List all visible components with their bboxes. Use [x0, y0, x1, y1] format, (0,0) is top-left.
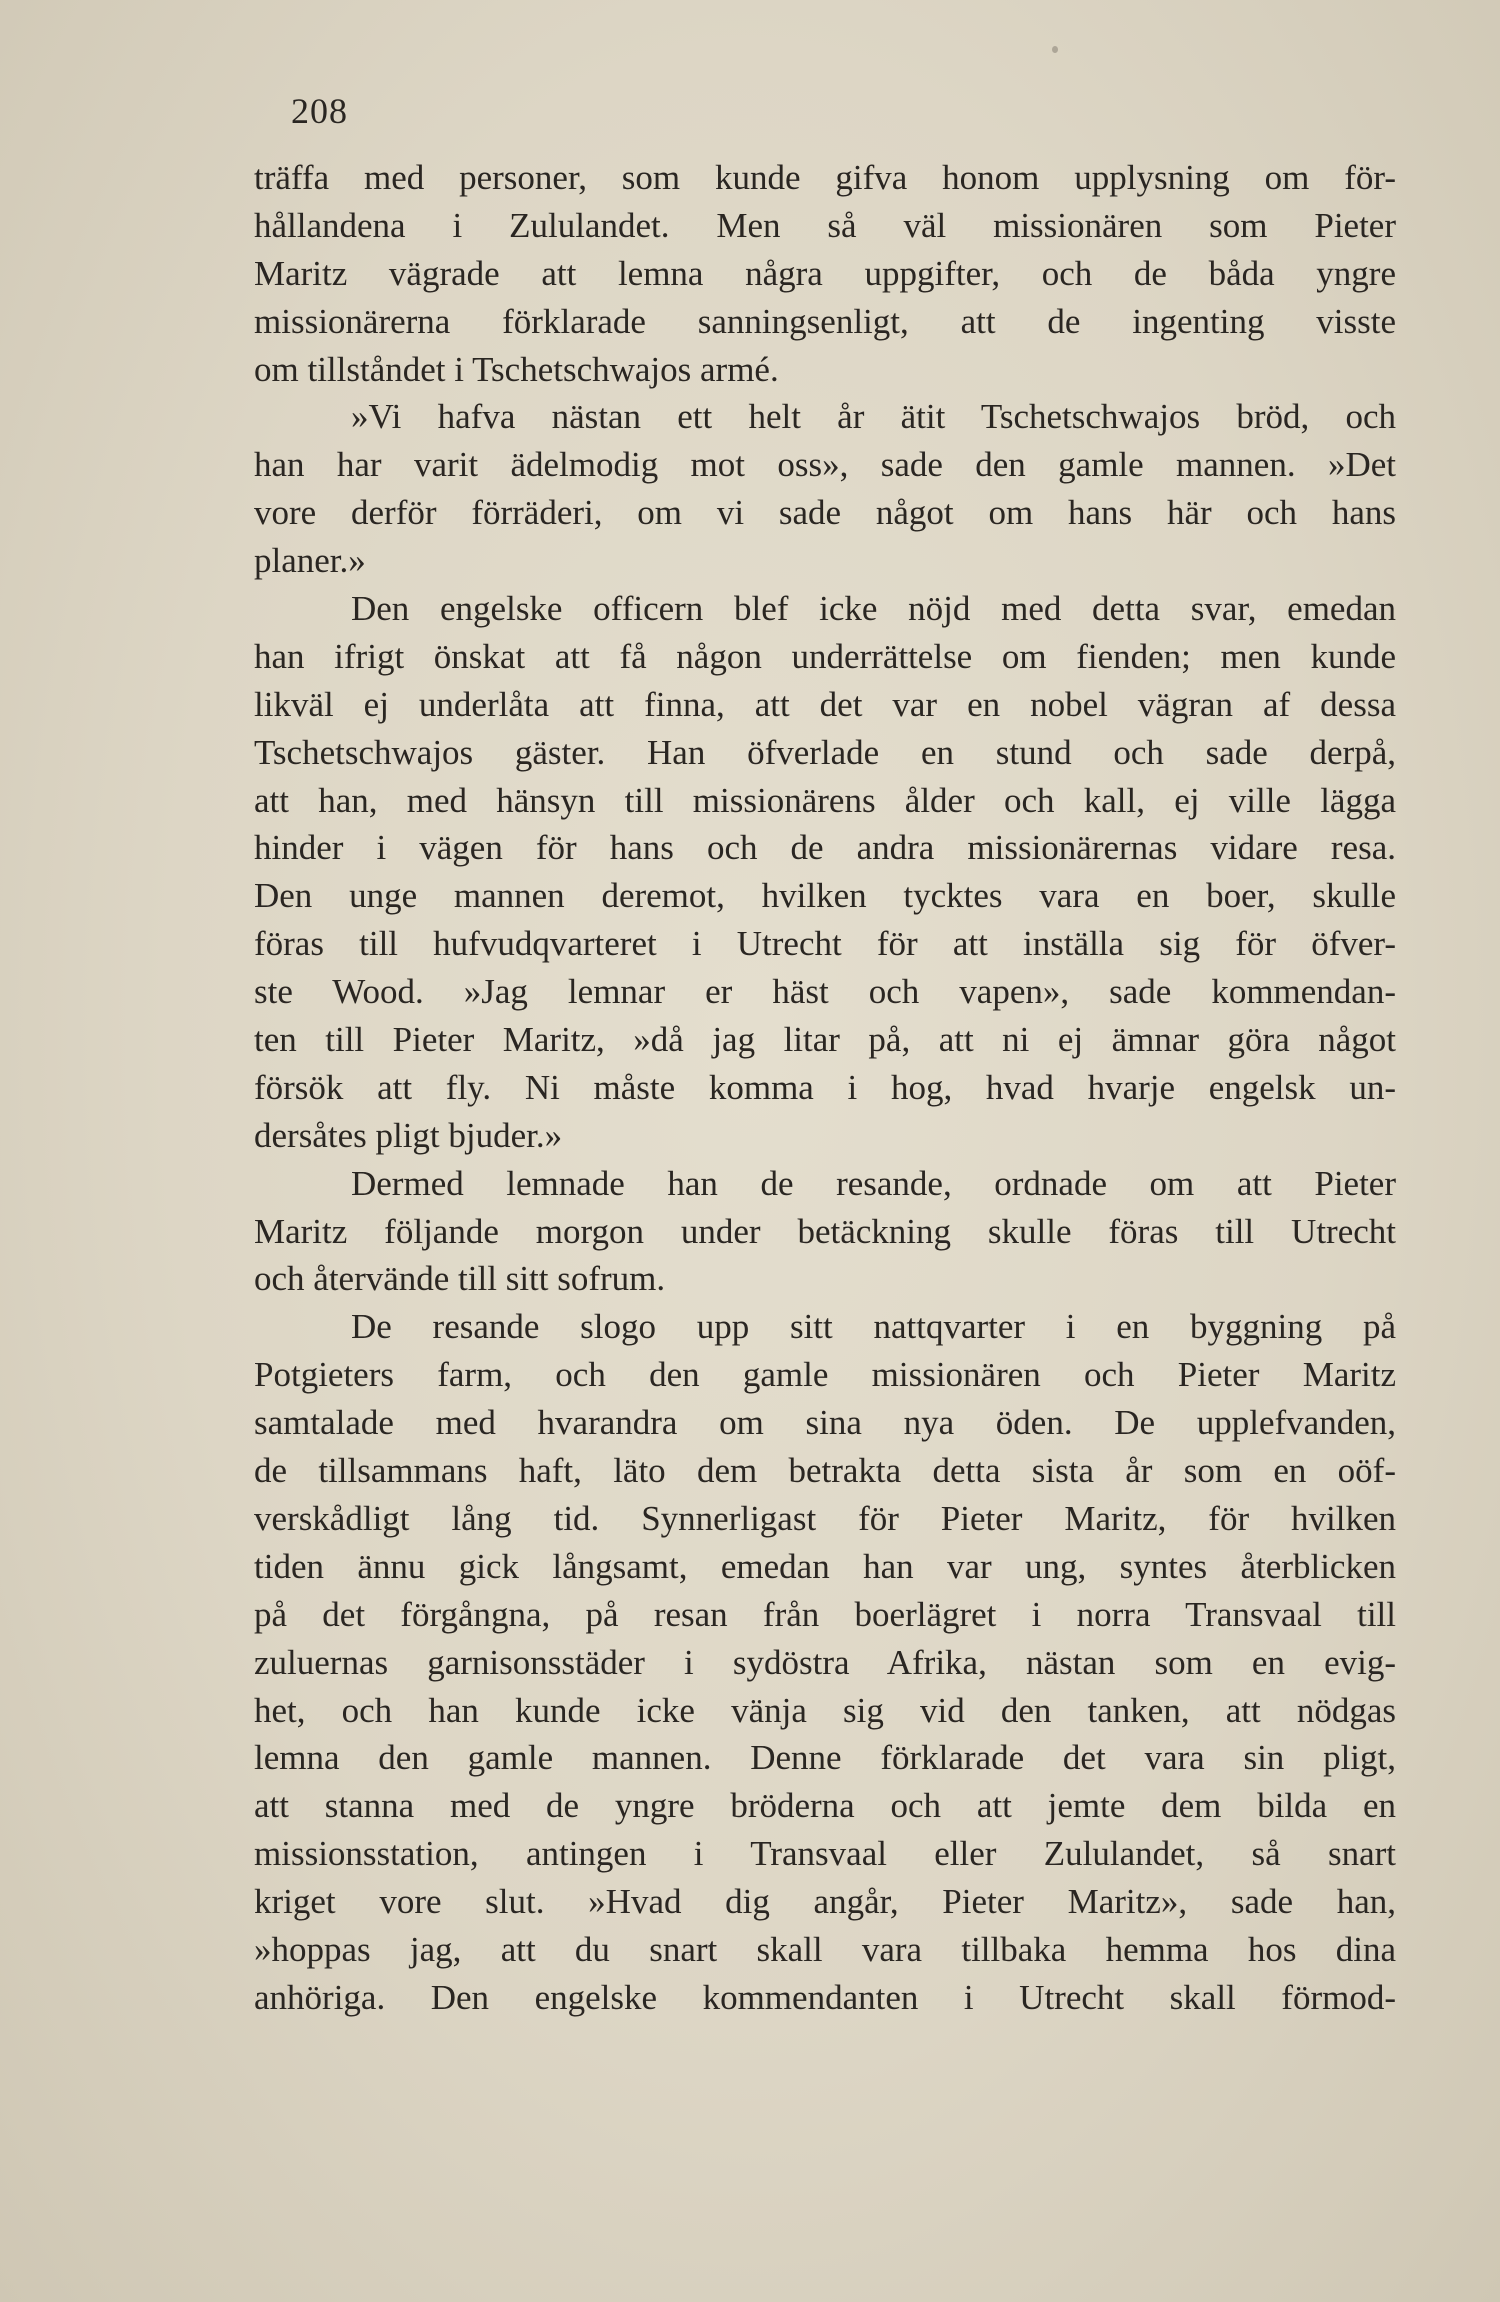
text-line: hinder i vägen för hans och de andra missionärernas vidare resa.	[254, 828, 1396, 868]
text-line: »hoppas jag, att du snart skall vara tillbaka hemma hos dina	[254, 1929, 1396, 1969]
text-line: de tillsammans haft, läto dem betrakta detta sista år som en oöf-	[254, 1451, 1396, 1491]
text-line: Dermed lemnade han de resande, ordnade om att Pieter	[351, 1163, 1396, 1203]
text-line: vore derför förräderi, om vi sade något om hans här och hans	[254, 493, 1396, 533]
text-line: het, och han kunde icke vänja sig vid den tanken, att nödgas	[254, 1690, 1396, 1730]
text-line: ten till Pieter Maritz, »då jag litar på, att ni ej ämnar göra något	[254, 1020, 1396, 1060]
text-line: verskådligt lång tid. Synnerligast för Pieter Maritz, för hvilken	[254, 1498, 1396, 1538]
text-line: lemna den gamle mannen. Denne förklarade det vara sin pligt,	[254, 1738, 1396, 1778]
text-line: att han, med hänsyn till missionärens ålder och kall, ej ville lägga	[254, 780, 1396, 820]
text-line: han har varit ädelmodig mot oss», sade den gamle mannen. »Det	[254, 445, 1396, 485]
ink-speck	[1052, 46, 1058, 53]
text-line: hållandena i Zululandet. Men så väl missionären som Pieter	[254, 205, 1396, 245]
text-line: och återvände till sitt sofrum.	[254, 1259, 666, 1299]
text-line: »Vi hafva nästan ett helt år ätit Tschetschwajos bröd, och	[351, 397, 1396, 437]
text-line: Potgieters farm, och den gamle missionären och Pieter Maritz	[254, 1355, 1396, 1395]
page-number: 208	[291, 91, 348, 131]
text-line: samtalade med hvarandra om sina nya öden. De upplefvanden,	[254, 1403, 1396, 1443]
body-text	[254, 154, 1396, 2022]
text-line: planer.»	[254, 541, 366, 581]
text-line: De resande slogo upp sitt nattqvarter i en byggning på	[351, 1307, 1396, 1347]
text-line: kriget vore slut. »Hvad dig angår, Pieter Maritz», sade han,	[254, 1882, 1396, 1922]
text-line: zuluernas garnisonsstäder i sydöstra Afrika, nästan som en evig-	[254, 1642, 1396, 1682]
text-line: dersåtes pligt bjuder.»	[254, 1115, 563, 1155]
text-line: missionärerna förklarade sanningsenligt, att de ingenting visste	[254, 301, 1396, 341]
text-line: Maritz följande morgon under betäckning skulle föras till Utrecht	[254, 1211, 1396, 1251]
text-line: att stanna med de yngre bröderna och att jemte dem bilda en	[254, 1786, 1396, 1826]
text-line: tiden ännu gick långsamt, emedan han var ung, syntes återblicken	[254, 1546, 1396, 1586]
text-line: på det förgångna, på resan från boerlägret i norra Transvaal till	[254, 1594, 1396, 1634]
text-line: anhöriga. Den engelske kommendanten i Utrecht skall förmod-	[254, 1977, 1396, 2017]
text-line: Den engelske officern blef icke nöjd med detta svar, emedan	[351, 589, 1396, 629]
text-line: Maritz vägrade att lemna några uppgifter, och de båda yngre	[254, 253, 1396, 293]
text-line: han ifrigt önskat att få någon underrättelse om fienden; men kunde	[254, 636, 1396, 676]
text-line: likväl ej underlåta att finna, att det var en nobel vägran af dessa	[254, 684, 1396, 724]
text-line: Den unge mannen deremot, hvilken tycktes vara en boer, skulle	[254, 876, 1396, 916]
text-line: föras till hufvudqvarteret i Utrecht för att inställa sig för öfver-	[254, 924, 1396, 964]
text-line: om tillståndet i Tschetschwajos armé.	[254, 349, 779, 389]
text-line: ste Wood. »Jag lemnar er häst och vapen», sade kommendan-	[254, 972, 1396, 1012]
text-line: missionsstation, antingen i Transvaal eller Zululandet, så snart	[254, 1834, 1396, 1874]
text-line: försök att fly. Ni måste komma i hog, hvad hvarje engelsk un-	[254, 1067, 1396, 1107]
text-line: Tschetschwajos gäster. Han öfverlade en stund och sade derpå,	[254, 732, 1396, 772]
text-line: träffa med personer, som kunde gifva honom upplysning om för-	[254, 158, 1396, 197]
